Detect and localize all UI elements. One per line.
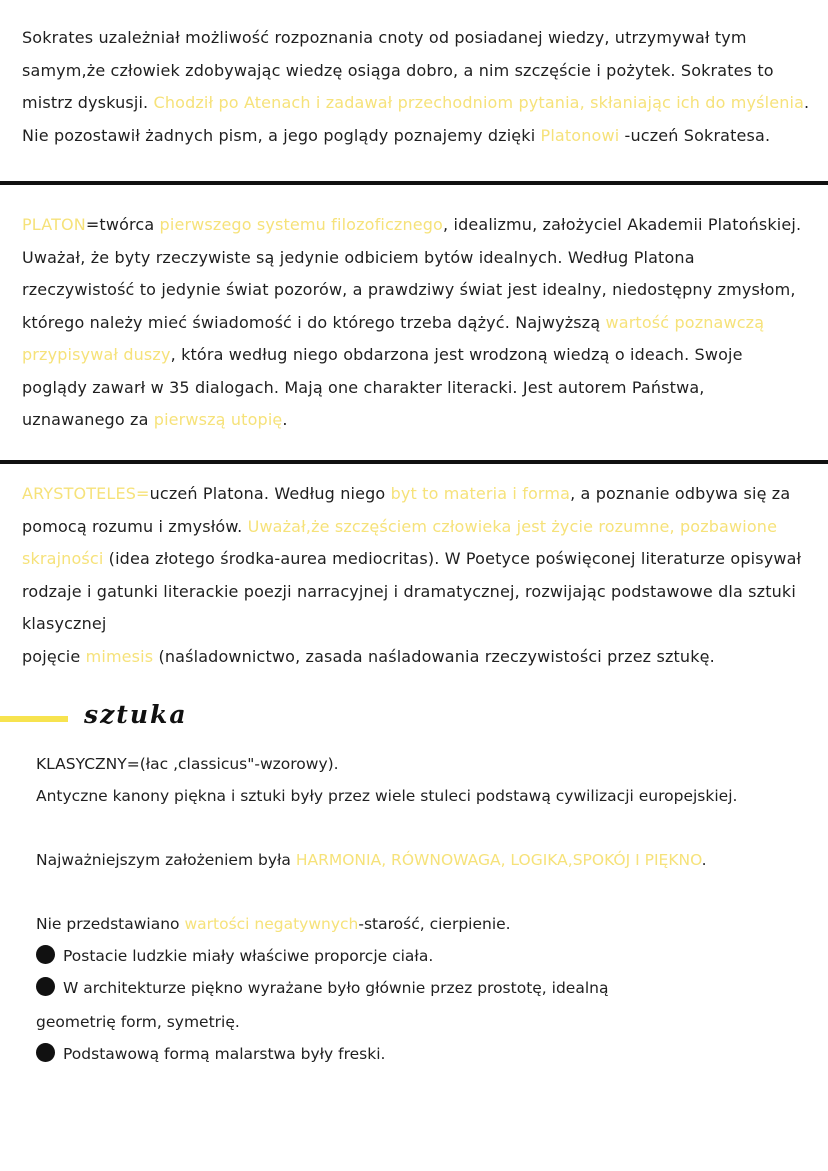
aristotle-text: uczeń Platona. Według niego bbox=[149, 484, 391, 503]
aristotle-highlight: byt to materia i forma bbox=[390, 484, 571, 503]
socrates-text: -uczeń Sokratesa. bbox=[619, 125, 771, 145]
socrates-paragraph bbox=[22, 22, 812, 152]
plato-paragraph bbox=[22, 209, 812, 437]
list-item bbox=[36, 940, 806, 972]
aristotle-text: (naśladownictwo, zasada naśladowania rzeczywistości przez sztukę. bbox=[153, 646, 715, 666]
art-line: Antyczne kanony piękna i sztuki były przez wiele stuleci podstawą cywilizacji europejskiej. bbox=[36, 787, 738, 805]
socrates-highlight: Chodził po Atenach i zadawał przechodniom pytania, skłaniając ich do myślenia bbox=[153, 93, 805, 112]
bullet-icon bbox=[36, 945, 55, 964]
aristotle-text: , a poznanie odbywa się za pomocą rozumu i zmysłów. bbox=[22, 484, 791, 536]
art-line: KLASYCZNY=(łac ,classicus"-wzorowy). bbox=[36, 755, 339, 773]
section-heading: sztuka bbox=[84, 700, 188, 729]
aristotle-text: pojęcie bbox=[22, 646, 86, 666]
socrates-text: Sokrates uzależniał możliwość rozpoznania cnoty od posiadanej wiedzy, utrzymywał tym samym,że człowiek zdobywając wiedzę osiąga dobro, a nim szczęście i pożytek. Sokrates to mistrz dyskusji. bbox=[22, 28, 774, 112]
plato-text: . bbox=[282, 410, 288, 429]
socrates-text: . Nie pozostawił żadnych pism, a jego poglądy poznajemy dzięki bbox=[22, 93, 810, 145]
plato-text: , która według niego obdarzona jest wrodzoną wiedzą o ideach. Swoje poglądy zawarł w 35 dialogach. Mają one charakter literacki. Jest autorem Państwa, uznawanego za bbox=[22, 345, 743, 429]
art-line bbox=[36, 844, 806, 876]
plato-text: , idealizmu, założyciel Akademii Platońskiej. Uważał, że byty rzeczywiste są jedynie odbiciem bytów idealnych. Według Platona rzeczywistość to jedynie świat pozorów, a prawdziwy świat jest idealny, niedostępny zmysłom, którego należy mieć świadomość i do którego trzeba dążyć. Najwyższą bbox=[22, 215, 802, 332]
plato-highlight: pierwszą utopię bbox=[153, 410, 283, 429]
list-item-continuation: geometrię form, symetrię. bbox=[36, 1013, 240, 1031]
socrates-highlight: Platonowi bbox=[540, 125, 620, 145]
bullet-icon bbox=[36, 977, 55, 996]
art-highlight: HARMONIA, RÓWNOWAGA, LOGIKA,SPOKÓJ I PIĘKNO bbox=[295, 851, 702, 869]
art-text: . bbox=[701, 851, 707, 869]
plato-text: =twórca bbox=[85, 215, 160, 234]
aristotle-highlight: ARYSTOTELES= bbox=[22, 484, 150, 503]
art-highlight: wartości negatywnych bbox=[184, 915, 359, 933]
section-divider bbox=[0, 460, 828, 464]
aristotle-text: (idea złotego środka-aurea mediocritas). W Poetyce poświęconej literaturze opisywał rodzaje i gatunki literackie poezji narracyjnej i dramatycznej, rozwijając podstawowe dla sztuki klasycznej bbox=[22, 549, 802, 633]
list-item-text: W architekturze piękno wyrażane było głównie przez prostotę, idealną bbox=[63, 979, 609, 997]
bullet-icon bbox=[36, 1043, 55, 1062]
art-text: Nie przedstawiano bbox=[36, 915, 185, 933]
art-line bbox=[36, 908, 806, 940]
aristotle-highlight: Uważał,że szczęściem człowieka jest życie rozumne, pozbawione skrajności bbox=[22, 516, 778, 568]
art-text: -starość, cierpienie. bbox=[358, 915, 511, 933]
aristotle-highlight: mimesis bbox=[85, 646, 154, 666]
list-item bbox=[36, 1038, 806, 1070]
list-item-text: Postacie ludzkie miały właściwe proporcje ciała. bbox=[63, 947, 434, 965]
list-item-text: Podstawową formą malarstwa były freski. bbox=[63, 1045, 386, 1063]
plato-highlight: wartość poznawczą przypisywał duszy bbox=[22, 312, 765, 364]
aristotle-paragraph bbox=[22, 478, 812, 673]
art-text: Najważniejszym założeniem była bbox=[36, 851, 296, 869]
heading-accent-bar bbox=[0, 716, 68, 722]
section-divider bbox=[0, 181, 828, 185]
plato-highlight: pierwszego systemu filozoficznego bbox=[159, 215, 443, 234]
plato-highlight: PLATON bbox=[22, 215, 86, 234]
list-item bbox=[36, 972, 806, 1004]
